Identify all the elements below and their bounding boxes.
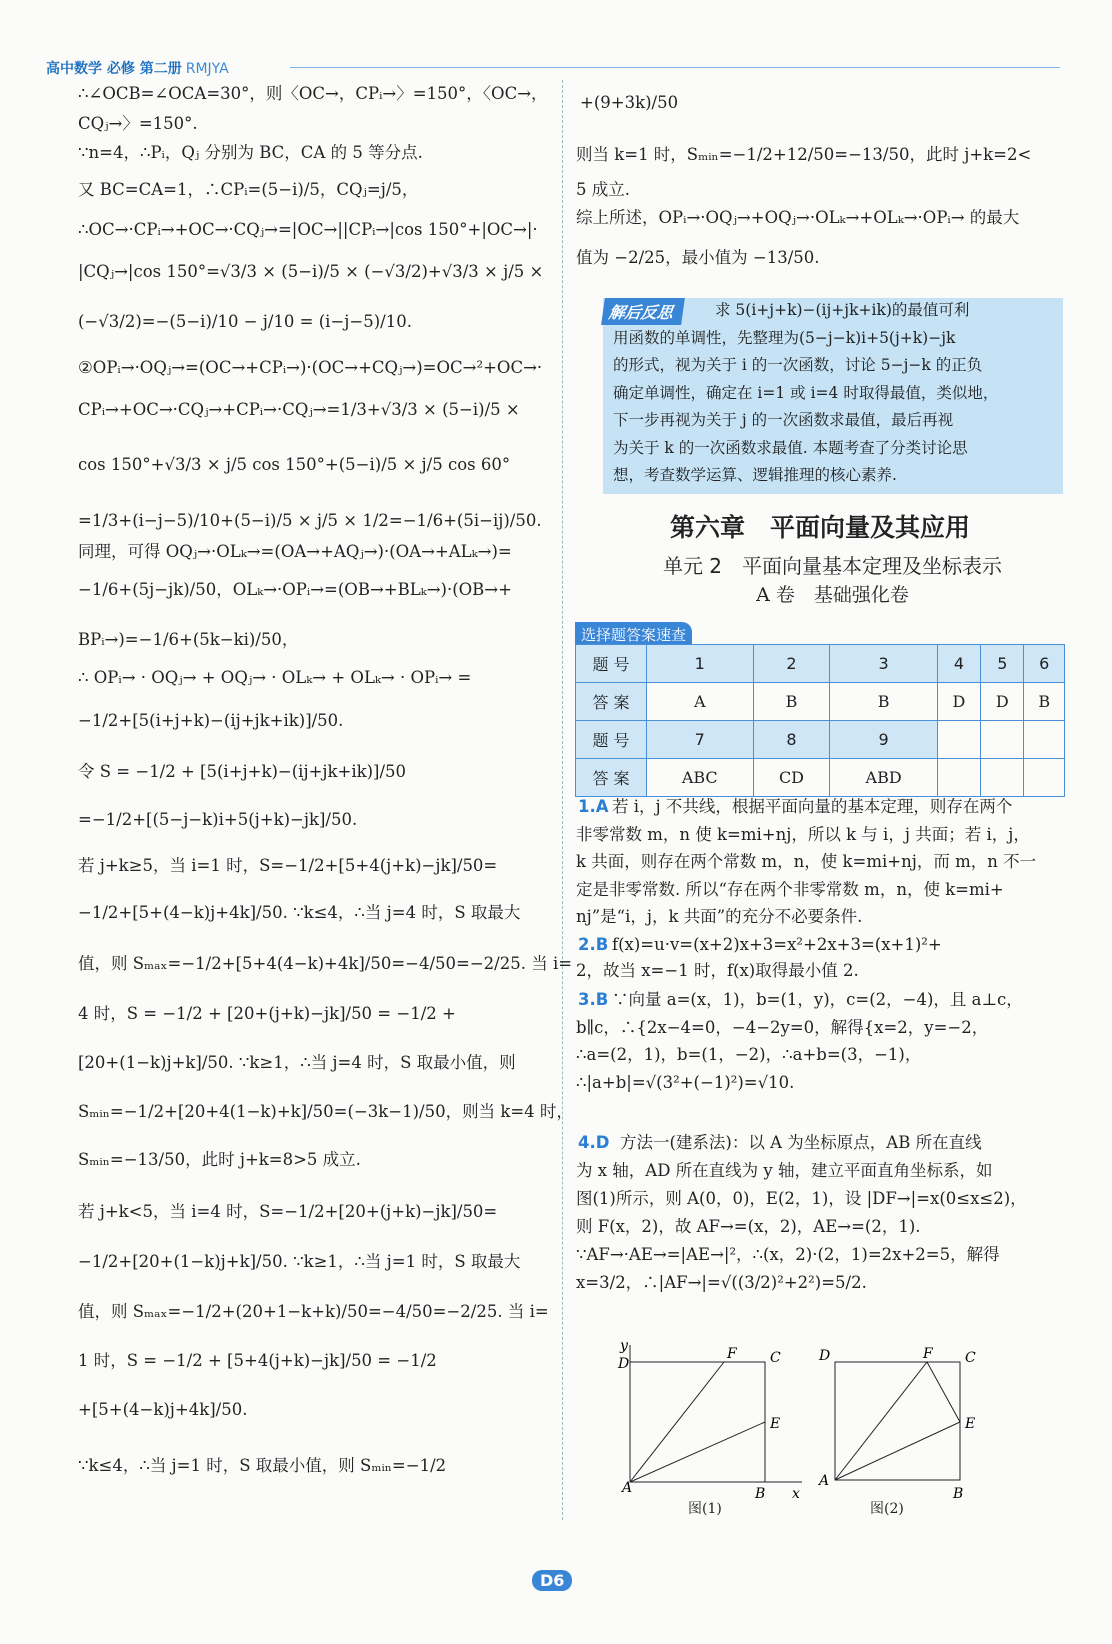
solution-line: b∥c，∴{2x−4=0，−4−2y=0，解得{x=2，y=−2， [576, 1017, 989, 1037]
solution-line: ∵n=4，∴Pᵢ，Qⱼ 分别为 BC，CA 的 5 等分点. [78, 143, 423, 162]
solution-line: 为 x 轴，AD 所在直线为 y 轴，建立平面直角坐标系，如 [576, 1161, 993, 1180]
solution-line: ②OPᵢ→·OQⱼ→=(OC→+CPᵢ→)·(OC→+CQⱼ→)=OC→²+OC→· [78, 358, 543, 377]
point-label: B [755, 1486, 766, 1500]
unit-title: 单元 2 平面向量基本定理及坐标表示 [662, 554, 1003, 578]
point-label: D [819, 1348, 831, 1364]
point-label: C [770, 1350, 781, 1366]
solution-line: k 共面，则存在两个常数 m，n，使 k=mi+nj，而 m，n 不一 [576, 852, 1037, 871]
reflection-line: 确定单调性，确定在 i=1 或 i=4 时取得最值，类似地， [613, 383, 999, 402]
point-label: A [622, 1480, 633, 1496]
solution-line: 若 j+k<5，当 i=4 时，S=−1/2+[20+(j+k)−jk]/50= [78, 1202, 498, 1221]
row-label: 答 案 [576, 759, 647, 797]
solution-line: nj”是“i，j，k 共面”的充分不必要条件. [576, 907, 863, 926]
solution-line: f(x)=u·v=(x+2)x+3=x²+2x+3=(x+1)²+ [612, 935, 942, 954]
solution-line: (−√3/2)=−(5−i)/10 − j/10 = (i−j−5)/10. [78, 312, 412, 331]
table-cell: 8 [753, 721, 830, 759]
solution-line: 定是非零常数. 所以“存在两个非零常数 m，n，使 k=mi+ [576, 879, 1004, 899]
table-cell: 2 [753, 645, 830, 683]
table-cell: D [937, 683, 980, 721]
solution-line: ∴OC→·CPᵢ→+OC→·CQⱼ→=|OC→||CPᵢ→|cos 150°+|OC→|· [78, 220, 538, 239]
table-cell: CD [753, 759, 830, 797]
table-cell [937, 759, 980, 797]
table-cell: 6 [1024, 645, 1065, 683]
solution-line: [20+(1−k)j+k]/50. ∵k≥1，∴当 j=4 时，S 取最小值，则 [78, 1053, 516, 1072]
book-title: 高中数学 必修 第二册 [46, 61, 182, 77]
reflection-tag: 解后反思 [601, 298, 685, 325]
table-cell: 1 [647, 645, 754, 683]
book-code: RMJYA [185, 61, 229, 77]
solution-line: 非零常数 m，n 使 k=mi+nj，所以 k 与 i，j 共面；若 i，j， [576, 824, 1030, 844]
point-label: F [923, 1346, 933, 1362]
figure-2 [815, 1340, 1015, 1500]
solution-line: CPᵢ→+OC→·CQⱼ→+CPᵢ→·CQⱼ→=1/3+√3/3 × (5−i)/5 × [78, 400, 520, 419]
table-cell: 7 [647, 721, 754, 759]
reflection-box [603, 298, 1063, 494]
solution-line: +(9+3k)/50 [580, 93, 679, 112]
solution-line: ∴a=(2，1)，b=(1，−2)，∴a+b=(3，−1)， [576, 1045, 922, 1064]
solution-line: 综上所述，OPᵢ→·OQⱼ→+OQⱼ→·OLₖ→+OLₖ→·OPᵢ→ 的最大 [576, 208, 1020, 227]
table-cell [937, 721, 980, 759]
table-cell: 3 [830, 645, 937, 683]
answer-table [575, 644, 1065, 797]
table-row [576, 721, 1065, 759]
table-cell [1024, 759, 1065, 797]
point-label: B [953, 1486, 964, 1500]
row-label: 题 号 [576, 721, 647, 759]
solution-line: cos 150°+√3/3 × j/5 cos 150°+(5−i)/5 × j/5 cos 60° [78, 455, 511, 474]
solution-line: =−1/2+[(5−j−k)i+5(j+k)−jk]/50. [78, 810, 358, 829]
reflection-line: 的形式，视为关于 i 的一次函数，讨论 5−j−k 的正负 [613, 356, 983, 374]
question-number: 1.A [578, 797, 609, 816]
solution-line: =1/3+(i−j−5)/10+(5−i)/5 × j/5 × 1/2=−1/6+(5i−ij)/50. [78, 511, 542, 530]
solution-line: −1/2+[5+(4−k)j+4k]/50. ∵k≤4，∴当 j=4 时，S 取最大 [78, 903, 521, 922]
solution-line: 方法一(建系法)：以 A 为坐标原点，AB 所在直线 [620, 1133, 982, 1152]
solution-line: ∵AF→·AE→=|AE→|²，∴(x，2)·(2，1)=2x+2=5，解得 [576, 1245, 1000, 1264]
row-label: 题 号 [576, 645, 647, 683]
solution-line: 2，故当 x=−1 时，f(x)取得最小值 2. [576, 961, 859, 980]
solution-line: −1/6+(5j−jk)/50，OLₖ→·OPᵢ→=(OB→+BLₖ→)·(OB→+ [78, 580, 512, 599]
question-number: 4.D [578, 1133, 610, 1152]
solution-line: 4 时，S = −1/2 + [20+(j+k)−jk]/50 = −1/2 + [78, 1004, 456, 1023]
point-label: D [618, 1356, 630, 1372]
solution-line: 同理，可得 OQⱼ→·OLₖ→=(OA→+AQⱼ→)·(OA→+ALₖ→)= [78, 542, 512, 561]
point-label: E [770, 1416, 781, 1432]
point-label: y [620, 1340, 628, 1354]
solution-line: ∵k≤4，∴当 j=1 时，S 取最小值，则 Sₘᵢₙ=−1/2 [78, 1456, 447, 1475]
table-cell: 9 [830, 721, 937, 759]
solution-line: 值为 −2/25，最小值为 −13/50. [576, 248, 820, 267]
table-cell: B [753, 683, 830, 721]
table-cell [1024, 721, 1065, 759]
solution-line: 则 F(x，2)，故 AF→=(x，2)，AE→=(2，1). [576, 1217, 921, 1236]
point-label: C [965, 1350, 976, 1366]
reflection-line: 想，考查数学运算、逻辑推理的核心素养. [613, 466, 897, 484]
reflection-line: 求 5(i+j+k)−(ij+jk+ik)的最值可利 [715, 301, 970, 319]
table-cell [981, 759, 1024, 797]
solution-line: 若 j+k≥5，当 i=1 时，S=−1/2+[5+4(j+k)−jk]/50= [78, 856, 498, 875]
table-cell: A [647, 683, 754, 721]
solution-line: ∴ OPᵢ→ · OQⱼ→ + OQⱼ→ · OLₖ→ + OLₖ→ · OPᵢ→ = [78, 668, 472, 687]
point-label: x [792, 1486, 800, 1500]
page-number: D6 [532, 1570, 572, 1591]
solution-line: ∵向量 a=(x，1)，b=(1，y)，c=(2，−4)，且 a⊥c， [612, 990, 1023, 1009]
point-label: A [819, 1473, 830, 1489]
solution-line: 又 BC=CA=1，∴CPᵢ=(5−i)/5，CQⱼ=j/5， [78, 180, 419, 199]
solution-line: 图(1)所示，则 A(0，0)，E(2，1)，设 |DF→|=x(0≤x≤2)， [576, 1189, 1027, 1208]
solution-line: 1 时，S = −1/2 + [5+4(j+k)−jk]/50 = −1/2 [78, 1351, 437, 1370]
solution-line: ∴|a+b|=√(3²+(−1)²)=√10. [576, 1072, 795, 1092]
table-cell [981, 721, 1024, 759]
table-cell: B [830, 683, 937, 721]
reflection-line: 为关于 k 的一次函数求最值. 本题考查了分类讨论思 [613, 438, 968, 457]
table-row [576, 759, 1065, 797]
header-rule [290, 67, 1060, 68]
table-cell: B [1024, 683, 1065, 721]
reflection-line: 用函数的单调性，先整理为(5−j−k)i+5(j+k)−jk [613, 328, 956, 347]
table-row [576, 645, 1065, 683]
solution-line: 则当 k=1 时，Sₘᵢₙ=−1/2+12/50=−13/50，此时 j+k=2< [576, 145, 1032, 164]
solution-line: |CQⱼ→|cos 150°=√3/3 × (5−i)/5 × (−√3/2)+√3/3 × j/5 × [78, 262, 544, 281]
solution-line: 5 成立. [576, 180, 630, 199]
solution-line: 值，则 Sₘₐₓ=−1/2+(20+1−k+k)/50=−4/50=−2/25. 当 i= [78, 1302, 549, 1321]
question-number: 2.B [578, 935, 609, 954]
table-cell: D [981, 683, 1024, 721]
solution-line: BPᵢ→)=−1/6+(5k−ki)/50， [78, 630, 299, 649]
column-divider [562, 80, 563, 1520]
solution-line: x=3/2，∴|AF→|=√((3/2)²+2²)=5/2. [576, 1273, 867, 1292]
point-label: E [965, 1416, 976, 1432]
figure-2-caption: 图(2) [870, 1501, 904, 1517]
figure-1-caption: 图(1) [688, 1501, 722, 1517]
chapter-title: 第六章 平面向量及其应用 [669, 513, 970, 542]
row-label: 答 案 [576, 683, 647, 721]
solution-line: +[5+(4−k)j+4k]/50. [78, 1400, 248, 1419]
solution-line: Sₘᵢₙ=−1/2+[20+4(1−k)+k]/50=(−3k−1)/50，则当 k=4 时， [78, 1102, 573, 1121]
table-cell: ABC [647, 759, 754, 797]
reflection-line: 下一步再视为关于 j 的一次函数求最值，最后再视 [613, 411, 954, 429]
solution-line: −1/2+[5(i+j+k)−(ij+jk+ik)]/50. [78, 711, 344, 730]
table-cell: ABD [830, 759, 937, 797]
point-label: F [727, 1346, 737, 1362]
solution-line: 值，则 Sₘₐₓ=−1/2+[5+4(4−k)+4k]/50=−4/50=−2/25. 当 i= [78, 954, 573, 973]
table-row [576, 683, 1065, 721]
table-cell: 5 [981, 645, 1024, 683]
solution-line: ∴∠OCB=∠OCA=30°，则〈OC→，CPᵢ→〉=150°，〈OC→， [78, 84, 548, 103]
answer-table-tag: 选择题答案速查 [575, 622, 692, 647]
solution-line: Sₘᵢₙ=−13/50，此时 j+k=8>5 成立. [78, 1150, 361, 1169]
figure-1 [612, 1340, 812, 1500]
paper-title: A 卷 基础强化卷 [756, 584, 909, 606]
solution-line: 令 S = −1/2 + [5(i+j+k)−(ij+jk+ik)]/50 [78, 762, 407, 781]
solution-line: CQⱼ→〉=150°. [78, 114, 198, 133]
running-header [46, 58, 229, 78]
solution-line: 若 i，j 不共线，根据平面向量的基本定理，则存在两个 [612, 797, 1013, 816]
table-cell: 4 [937, 645, 980, 683]
question-number: 3.B [578, 990, 609, 1009]
solution-line: −1/2+[20+(1−k)j+k]/50. ∵k≥1，∴当 j=1 时，S 取最大 [78, 1252, 521, 1271]
